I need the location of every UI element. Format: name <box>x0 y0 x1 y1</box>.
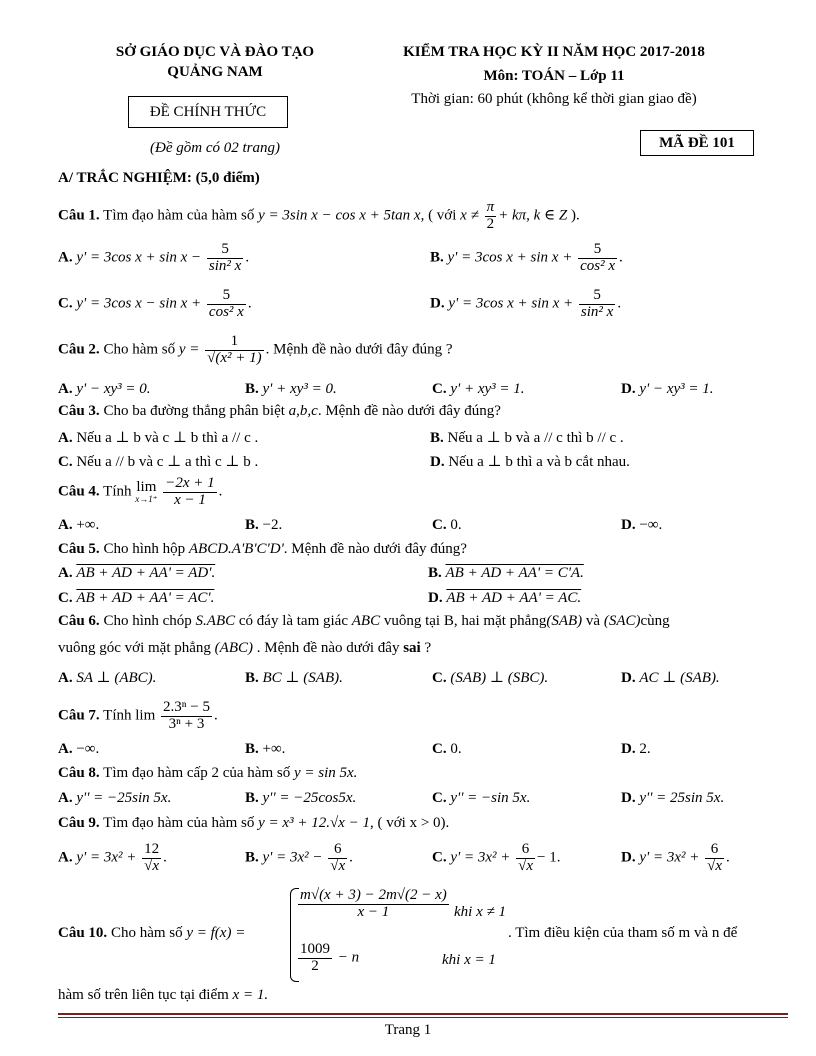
option-c: C. y' + xy³ = 1. <box>432 381 525 397</box>
question-8: Câu 8. Tìm đạo hàm cấp 2 của hàm số y = sin 5x. <box>58 765 358 781</box>
option-d: D. y' = 3x² + $\frac{6}{√x}$ . <box>621 841 730 874</box>
fraction: $\frac{-2x + 1}{x - 1}$ <box>165 475 215 508</box>
option-d: D. y' − xy³ = 1. <box>621 381 714 397</box>
question-label: Câu 6. <box>58 613 100 629</box>
fraction: $\frac{12}{√x}$ <box>144 841 160 874</box>
fraction: $\frac{5}{\text{sin² x}}$ <box>580 287 614 320</box>
option-b: B. +∞. <box>245 741 286 757</box>
question-label: Câu 10. <box>58 925 108 941</box>
fraction: $\frac{1}{\text{√(x² + 1)}}$ <box>207 333 262 366</box>
question-text: Cho hình hộp <box>103 541 186 557</box>
fraction: $\frac{m√(x + 3) - 2m√(2 - x)}{x - 1}$ <box>300 887 447 920</box>
subject: Môn: TOÁN – Lớp 11 <box>483 68 625 84</box>
piecewise-case-1 <box>296 888 451 921</box>
question-7: Câu 7. Tính lim $\frac{\text{2.3ⁿ − 5}}{\text{3ⁿ + 3}}$ . <box>58 699 218 732</box>
question-2: Câu 2. Cho hàm số y = $\frac{1}{\text{√(x² + 1)}}$ . Mệnh đề nào dưới đây đúng ? <box>58 333 453 366</box>
piecewise-case-2: $\frac{1009}{2}$ − n <box>300 941 360 974</box>
option-a: A. SA ⊥ (ABC). <box>58 670 157 686</box>
question-6: Câu 6. Cho hình chóp S.ABC có đáy là tam giác ABC vuông tại B, hai mặt phẳng(SAB) và (SAC)cùng <box>58 613 670 629</box>
section-title: A/ TRẮC NGHIỆM: (5,0 điểm) <box>58 170 260 186</box>
option-b: B. y' + xy³ = 0. <box>245 381 337 397</box>
option-c: C. y'' = −sin 5x. <box>432 790 531 806</box>
question-5: Câu 5. Cho hình hộp ABCD.A'B'C'D'. Mệnh đề nào dưới đây đúng? <box>58 541 467 557</box>
question-label: Câu 5. <box>58 541 100 557</box>
function-expr: y = 3sin x − cos x + 5tan x <box>258 207 421 224</box>
question-label: Câu 4. <box>58 483 100 500</box>
option-d: D. y'' = 25sin 5x. <box>621 790 725 806</box>
option-c: C. y' = 3x² + $\frac{6}{√x}$ − 1. <box>432 841 561 874</box>
question-label: Câu 2. <box>58 341 100 358</box>
option-a: A. y'' = −25sin 5x. <box>58 790 172 806</box>
option-c: C. y' = 3cos x − sin x + $\frac{5}{\text{cos² x}}$ . <box>58 287 252 320</box>
official-label: ĐỀ CHÍNH THỨC <box>128 96 288 128</box>
question-10-text: . Tìm điều kiện của tham số m và n để <box>508 925 738 941</box>
question-text: Tìm đạo hàm của hàm số <box>103 207 255 224</box>
question-label: Câu 9. <box>58 815 100 831</box>
department-line2: QUẢNG NAM <box>167 64 263 80</box>
fraction: $\frac{5}{\text{cos² x}}$ <box>580 241 615 274</box>
department-line1: SỞ GIÁO DỤC VÀ ĐÀO TẠO <box>115 44 315 60</box>
option-d: D. 2. <box>621 741 651 757</box>
page-number: Trang 1 <box>384 1022 432 1038</box>
option-d: D. Nếu a ⊥ b thì a và b cắt nhau. <box>430 454 630 470</box>
fraction: $\frac{\text{2.3ⁿ − 5}}{\text{3ⁿ + 3}}$ <box>163 699 210 732</box>
option-a: A. +∞. <box>58 517 100 533</box>
footer-rule <box>58 1013 788 1015</box>
fraction: $\frac{\pi}{2}$ <box>486 199 495 232</box>
question-label: Câu 7. <box>58 707 100 724</box>
option-b: B. Nếu a ⊥ b và a // c thì b // c . <box>430 430 624 446</box>
fraction: $\frac{5}{\text{sin² x}}$ <box>208 241 242 274</box>
option-a: A. AB + AD + AA' = AD'. <box>58 565 216 581</box>
case-2-condition: khi x = 1 <box>442 952 496 968</box>
option-a: A. −∞. <box>58 741 100 757</box>
question-4: Câu 4. Tính lim x→1⁺ $\frac{-2x + 1}{x - 1}$ . <box>58 475 223 508</box>
option-b: B. −2. <box>245 517 283 533</box>
option-a: A. y' = 3x² + $\frac{12}{√x}$ . <box>58 841 167 874</box>
question-label: Câu 8. <box>58 765 100 781</box>
option-d: D. −∞. <box>621 517 663 533</box>
option-c: C. 0. <box>432 741 462 757</box>
question-10-line2: hàm số trên liên tục tại điểm x = 1. <box>58 987 269 1003</box>
option-b: B. y' = 3x² − $\frac{6}{√x}$ . <box>245 841 353 874</box>
option-d: D. AC ⊥ (SAB). <box>621 670 720 686</box>
pages-note: (Đề gồm có 02 trang) <box>150 140 280 156</box>
option-a: A. Nếu a ⊥ b và c ⊥ b thì a // c . <box>58 430 259 446</box>
fraction: $\frac{5}{\text{cos² x}}$ <box>208 287 244 320</box>
question-text: Cho ba đường thẳng phân biệt <box>103 403 285 419</box>
option-b: B. AB + AD + AA' = C'A. <box>428 565 584 581</box>
case-1-condition: khi x ≠ 1 <box>454 904 506 920</box>
question-9: Câu 9. Tìm đạo hàm của hàm số y = x³ + 12.√x − 1, ( với x > 0). <box>58 815 450 831</box>
fraction: $\frac{6}{√x}$ <box>518 841 533 874</box>
exam-title: KIỂM TRA HỌC KỲ II NĂM HỌC 2017-2018 <box>403 44 705 60</box>
question-3: Câu 3. Cho ba đường thẳng phân biệt a,b,c. Mệnh đề nào dưới đây đúng? <box>58 403 501 419</box>
option-b: B. y'' = −25cos5x. <box>245 790 357 806</box>
question-10-label: Câu 10. Cho hàm số y = f(x) = <box>58 925 246 941</box>
option-c: C. Nếu a // b và c ⊥ a thì c ⊥ b . <box>58 454 259 470</box>
time-limit: Thời gian: 60 phút (không kể thời gian giao đề) <box>411 91 697 107</box>
question-6-line2: vuông góc với mặt phẳng (ABC) . Mệnh đề nào dưới đây sai ? <box>58 640 432 656</box>
option-d: D. y' = 3cos x + sin x + $\frac{5}{\text{sin² x}}$ . <box>430 287 622 320</box>
question-label: Câu 1. <box>58 207 100 224</box>
question-text: Cho hàm số <box>103 341 176 358</box>
exam-code: MÃ ĐỀ 101 <box>640 130 754 156</box>
option-a: A. y' − xy³ = 0. <box>58 381 151 397</box>
question-text: Tính <box>103 483 132 500</box>
fraction: $\frac{6}{√x}$ <box>330 841 346 874</box>
option-d: D. AB + AD + AA' = AC. <box>428 590 582 606</box>
option-a: A. y' = 3cos x + sin x − $\frac{5}{\text{sin² x}}$ . <box>58 241 250 274</box>
question-label: Câu 3. <box>58 403 100 419</box>
option-c: C. AB + AD + AA' = AC'. <box>58 590 215 606</box>
option-b: B. y' = 3cos x + sin x + $\frac{5}{\text{cos² x}}$ . <box>430 241 623 274</box>
footer-rule-thin <box>58 1017 788 1018</box>
fraction: $\frac{6}{√x}$ <box>707 841 722 874</box>
question-1: Câu 1. Tìm đạo hàm của hàm số y = 3sin x − cos x + 5tan x, ( với x ≠ $\frac{\pi}{2}$ + kπ, k ∈ Z ). <box>58 199 580 232</box>
option-c: C. 0. <box>432 517 462 533</box>
option-b: B. BC ⊥ (SAB). <box>245 670 343 686</box>
fraction: $\frac{1009}{2}$ <box>300 941 330 974</box>
option-c: C. (SAB) ⊥ (SBC). <box>432 670 549 686</box>
